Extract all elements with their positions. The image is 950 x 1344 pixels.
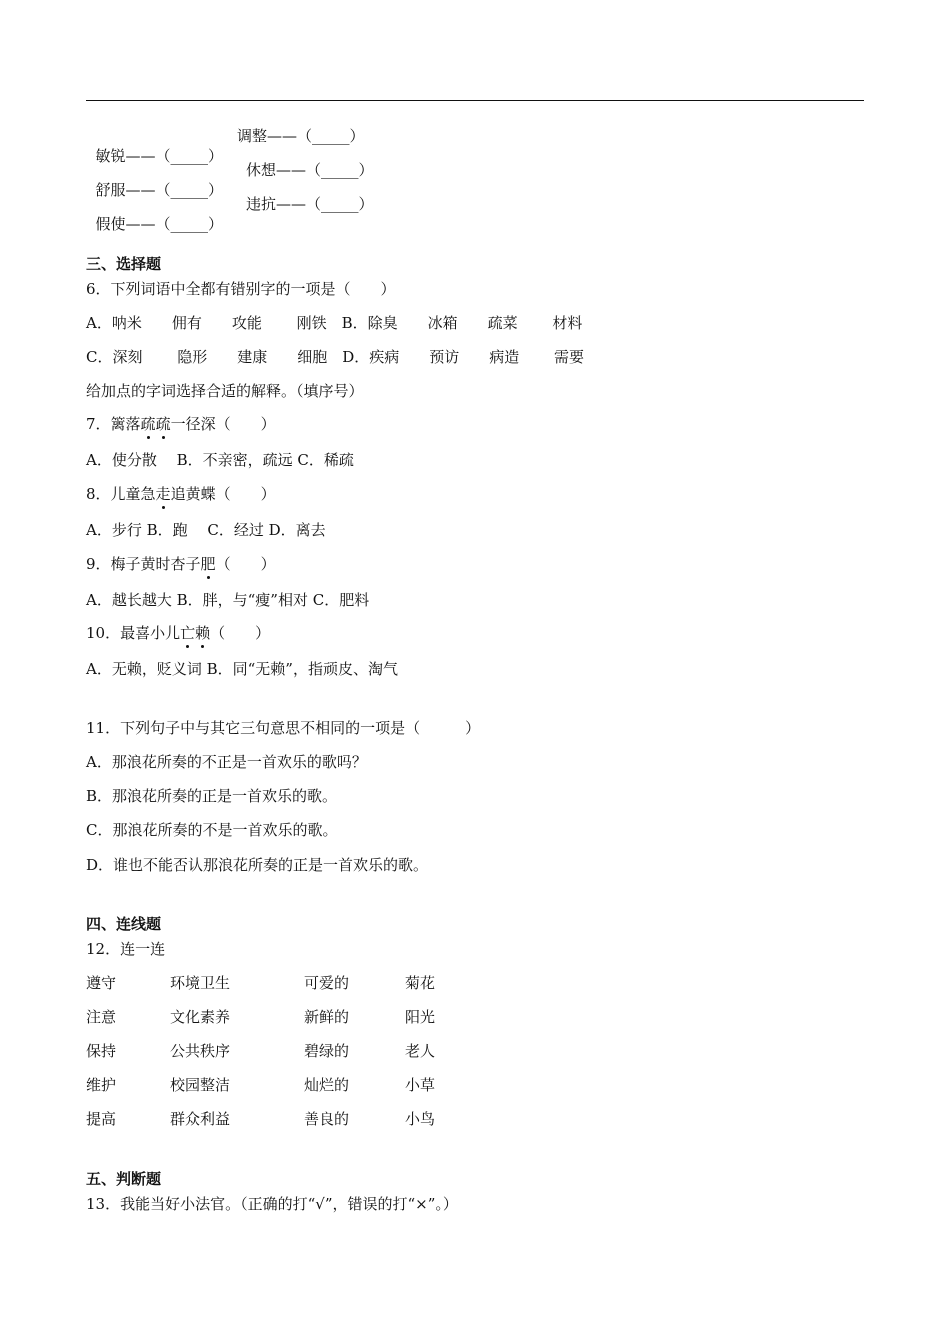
- match-cell: 小草: [405, 1076, 436, 1094]
- synonym-item: 休想——（_____）: [246, 161, 374, 179]
- match-cell: 老人: [405, 1042, 436, 1060]
- section-title-3: 三、选择题: [86, 255, 162, 273]
- match-cell: 保持: [86, 1042, 117, 1060]
- q11-option-a: A．那浪花所奏的不正是一首欢乐的歌吗？: [86, 753, 367, 771]
- synonym-item: 调整——（_____）: [237, 127, 365, 145]
- synonym-item: 敏锐——（_____）: [95, 147, 224, 165]
- match-cell: 阳光: [405, 1008, 436, 1026]
- match-cell: 群众利益: [170, 1110, 231, 1128]
- dotted-char: 疏: [155, 415, 171, 433]
- q8-stem: [86, 484, 276, 504]
- q6-options-cd: C．深刻 隐形 建康 细胞 D．疾病 预访 病造 需要: [86, 348, 585, 366]
- dotted-char: 赖: [195, 624, 211, 642]
- dotted-char: 走: [155, 485, 171, 503]
- match-cell: 灿烂的: [304, 1076, 350, 1094]
- q7-post: 一径深（ ）: [170, 415, 276, 433]
- q9-stem: [86, 554, 276, 574]
- match-cell: 可爱的: [304, 974, 350, 992]
- match-cell: 公共秩序: [170, 1042, 231, 1060]
- intro-text: 给加点的字词选择合适的解释。（填序号）: [86, 382, 364, 400]
- q11-option-b: B．那浪花所奏的正是一首欢乐的歌。: [86, 787, 338, 805]
- q8-options: A．步行 B．跑 C．经过 D．离去: [86, 521, 326, 539]
- match-cell: 善良的: [304, 1110, 350, 1128]
- section-title-4: 四、连线题: [86, 915, 162, 933]
- q9-options: A．越长越大 B．胖，与“瘦”相对 C．肥料: [86, 591, 370, 609]
- match-cell: 文化素养: [170, 1008, 231, 1026]
- q6-options-ab: A．呐米 佣有 攻能 刚铁 B．除臭 冰箱 疏菜 材料: [86, 314, 583, 332]
- q9-pre: 9．梅子黄时杏子: [86, 555, 201, 573]
- match-cell: 菊花: [405, 974, 436, 992]
- match-cell: 遵守: [86, 974, 117, 992]
- header-rule: [86, 100, 864, 101]
- match-cell: 维护: [86, 1076, 117, 1094]
- q7-options: A．使分散 B．不亲密，疏远 C．稀疏: [86, 451, 354, 469]
- q10-pre: 10．最喜小儿: [86, 624, 181, 642]
- synonym-row-3: [86, 194, 374, 234]
- q6-stem: 6．下列词语中全都有错别字的一项是（ ）: [86, 280, 396, 298]
- q11-option-d: D．谁也不能否认那浪花所奏的正是一首欢乐的歌。: [86, 856, 429, 874]
- q11-stem: 11．下列句子中与其它三句意思不相同的一项是（ ）: [86, 719, 481, 737]
- dotted-char: 肥: [200, 555, 216, 573]
- q10-options: A．无赖，贬义词 B．同“无赖”，指顽皮、淘气: [86, 660, 398, 678]
- q7-pre: 7．篱落: [86, 415, 141, 433]
- section-title-5: 五、判断题: [86, 1170, 162, 1188]
- synonym-item: 舒服——（_____）: [95, 181, 224, 199]
- synonym-item: 违抗——（_____）: [246, 195, 374, 213]
- dotted-char: 亡: [180, 624, 196, 642]
- q10-post: （ ）: [210, 624, 271, 642]
- match-cell: 碧绿的: [304, 1042, 350, 1060]
- q11-option-c: C．那浪花所奏的不是一首欢乐的歌。: [86, 821, 338, 839]
- q7-stem: [86, 414, 276, 434]
- synonym-item: 假使——（_____）: [95, 215, 224, 233]
- q8-pre: 8．儿童急: [86, 485, 156, 503]
- q8-post: 追黄蝶（ ）: [170, 485, 276, 503]
- match-cell: 提高: [86, 1110, 117, 1128]
- dotted-char: 疏: [140, 415, 156, 433]
- q10-stem: [86, 623, 270, 643]
- q9-post: （ ）: [215, 555, 276, 573]
- q13-stem: 13．我能当好小法官。（正确的打“√”，错误的打“×”。）: [86, 1195, 458, 1213]
- match-cell: 新鲜的: [304, 1008, 350, 1026]
- match-cell: 环境卫生: [170, 974, 231, 992]
- match-cell: 小鸟: [405, 1110, 436, 1128]
- match-cell: 校园整洁: [170, 1076, 231, 1094]
- match-cell: 注意: [86, 1008, 117, 1026]
- q12-stem: 12．连一连: [86, 940, 166, 958]
